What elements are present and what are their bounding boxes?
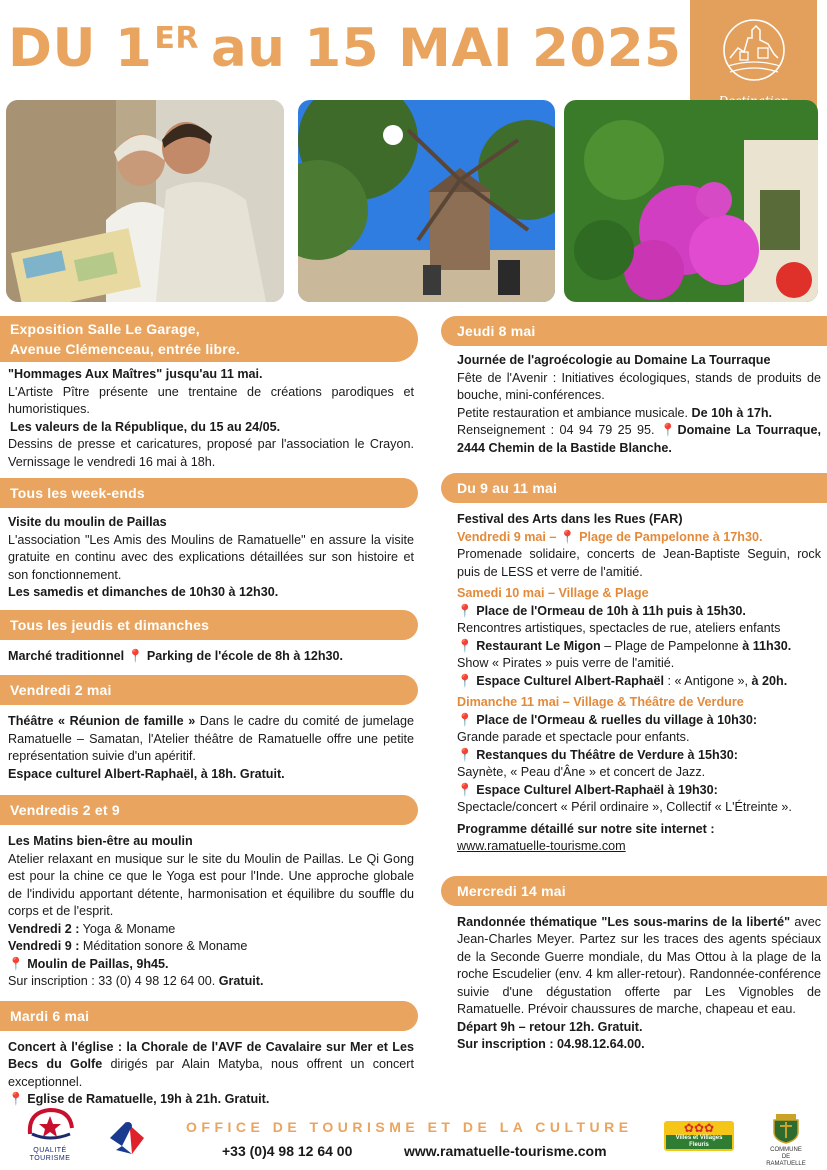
village-icon — [718, 10, 790, 88]
weekends-text: L'association "Les Amis des Moulins de Ramatuelle" en assure la visite gratuite en continu avec des explications détaillées sur son histoire et son fonctionnement. — [8, 532, 414, 582]
section-header-mercredi: Mercredi 14 mai — [441, 876, 827, 906]
section-header-vendredi-2: Vendredi 2 mai — [0, 675, 418, 705]
section-header-expo: Exposition Salle Le Garage, Avenue Clémenceau, entrée libre. — [0, 316, 418, 362]
section-vendredis: Les Matins bien-être au moulin Atelier relaxant en musique sur le site du Moulin de Paillas. Le Qi Gong est pour la chine ce que le Yoga est pour l'Inde. Une approche globale de l'individu apportant détente, harmonisation et équilibre du souffle du corps et de l'esprit. Vendredi 2 : Yoga & Moname Vendredi 9 : Méditation sonore & Moname 📍 Moulin de Paillas, 9h45. Sur inscription : 33 (0) 4 98 12 64 00. Gratuit. — [8, 834, 414, 988]
office-tourisme-title: OFFICE DE TOURISME ET DE LA CULTURE — [186, 1119, 633, 1135]
left-column — [0, 316, 418, 1115]
section-header-vendredis: Vendredis 2 et 9 — [0, 795, 418, 825]
location-pin-icon: 📍 — [457, 638, 473, 653]
section-weekends — [0, 508, 418, 608]
marianne-icon — [106, 1116, 148, 1158]
expo-item2-title: Les valeurs de la République, du 15 au 24/05. — [10, 419, 281, 434]
section-du-9: Festival des Arts dans les Rues (FAR) Vendredi 9 mai – 📍 Plage de Pampelonne à 17h30. Promenade solidaire, concerts de Jean-Baptiste Seguin, rock puis de LESS et verre de l'amitié. Samedi 10 mai – Village & Plage 📍 Place de l'Ormeau de 10h à 11h puis à 15h30. Rencontres artistiques, spectacles de rue, ateliers enfants 📍 Restaurant Le Migon – Plage de Pampelonne à 11h30. Show « Pirates » puis verre de l'amitié. 📍 Espace Culturel Albert-Raphaël : « Antigone », à 20h. Dimanche 11 mai – Village & Théâtre de Verdure 📍 Place de l'Ormeau & ruelles du village à 10h30: Grande parade et spectacle pour enfants. 📍 Restanques du Théâtre de Verdure à 15h30: Saynète, « Peau d'Âne » et concert de Jazz. 📍 Espace Culturel Albert-Raphaël à 19h30: Spectacle/concert « Péril ordinaire », Collectif « L'Étreinte ». Programme détaillé sur notre site internet : www.ramatuelle-tourisme.com — [457, 512, 821, 853]
location-pin-icon: 📍 — [8, 1092, 24, 1106]
section-header-mardi: Mardi 6 mai — [0, 1001, 418, 1031]
weekends-title: Visite du moulin de Paillas — [8, 515, 167, 529]
section-jeudis: Marché traditionnel 📍 Parking de l'école de 8h à 12h30. — [8, 648, 344, 663]
section-mardi: Concert à l'église : la Chorale de l'AVF de Cavalaire sur Mer et Les Becs du Golfe dirigés par Alain Matyba, nous offrent un concert exceptionnel. 📍 Eglise de Ramatuelle, 19h à 21h. Gratuit. — [8, 1039, 414, 1106]
france-tourism-logo — [106, 1116, 148, 1163]
location-pin-icon: 📍 — [457, 673, 473, 688]
section-jeudi-8: Journée de l'agroécologie au Domaine La Tourraque Fête de l'Avenir : Initiatives écologiques, stands de produits de bouche, mini-conférences. Petite restauration et ambiance musicale. De 10h à 17h. Renseignement : 04 94 79 25 95. 📍Domaine La Tourraque, 2444 Chemin de la Bastide Blanche. — [457, 353, 822, 455]
commune-ramatuelle-logo: COMMUNE DE RAMATUELLE — [760, 1112, 812, 1168]
right-column — [441, 316, 827, 1060]
page-title: DU 1ER au 15 MAI 2025 — [8, 18, 682, 79]
footer-website-link[interactable]: www.ramatuelle-tourisme.com — [404, 1143, 607, 1159]
qualite-tourisme-logo: QUALITÉ TOURISME — [22, 1104, 78, 1163]
weekends-hours: Les samedis et dimanches de 10h30 à 12h30. — [8, 585, 279, 599]
section-expo — [0, 362, 418, 477]
location-pin-icon: 📍 — [659, 423, 678, 437]
section-header-jeudis: Tous les jeudis et dimanches — [0, 610, 418, 640]
expo-item2-text: Dessins de presse et caricatures, proposé par l'association le Crayon. Vernissage le vendredi 16 mai à 18h. — [8, 437, 414, 469]
location-pin-icon: 📍 — [457, 747, 473, 762]
section-header-jeudi-8: Jeudi 8 mai — [441, 316, 827, 346]
bougainvillea-photo — [564, 100, 818, 302]
section-header-du-9: Du 9 au 11 mai — [441, 473, 827, 503]
expo-item1-text: L'Artiste Pître présente une trentaine de créations parodiques et humoristiques. — [8, 384, 414, 416]
villes-villages-fleuris-logo: ✿✿✿ Villes et Villages Fleuris — [664, 1121, 734, 1151]
location-pin-icon: 📍 — [8, 956, 24, 971]
location-pin-icon: 📍 — [457, 712, 473, 727]
vendredi2-place: Espace culturel Albert-Raphaël, à 18h. Gratuit. — [8, 766, 285, 781]
windmill-photo — [298, 100, 555, 302]
location-pin-icon: 📍 — [457, 603, 473, 618]
section-mercredi: Randonnée thématique "Les sous-marins de la liberté" avec Jean-Charles Meyer. Partez sur les traces des agents spéciaux de la Seconde Guerre mondiale, du Mas Ottou à la plage de la roche Escudelier (env. 4 km aller-retour). Randonnée-conférence suivie d'une dégustation offerte par Les Vignobles de Ramatuelle. Prévoir chaussures de marche, chapeau et eau. Départ 9h – retour 12h. Gratuit. Sur inscription : 04.98.12.64.00. — [457, 914, 821, 1051]
section-vendredi-2: Théâtre « Réunion de famille » Dans le cadre du comité de jumelage Ramatuelle – Samatan, l'Atelier théâtre de Ramatuelle offre une petite représentation suivie d'un apéritif. Espace culturel Albert-Raphaël, à 18h. Gratuit. — [0, 705, 418, 789]
location-pin-icon: 📍 — [457, 782, 473, 797]
location-pin-icon: 📍 — [559, 529, 576, 544]
flower-icon: ✿✿✿ — [683, 1121, 715, 1135]
coat-of-arms-icon — [768, 1112, 804, 1144]
expo-item1-title: "Hommages Aux Maîtres" jusqu'au 11 mai. — [8, 367, 263, 381]
couple-with-map-photo — [6, 100, 284, 302]
section-header-weekends: Tous les week-ends — [0, 478, 418, 508]
qualite-tourisme-icon — [22, 1104, 78, 1142]
footer-phone[interactable]: +33 (0)4 98 12 64 00 — [222, 1143, 353, 1159]
location-pin-icon: 📍 — [127, 648, 144, 663]
website-link[interactable]: www.ramatuelle-tourisme.com — [457, 839, 626, 853]
